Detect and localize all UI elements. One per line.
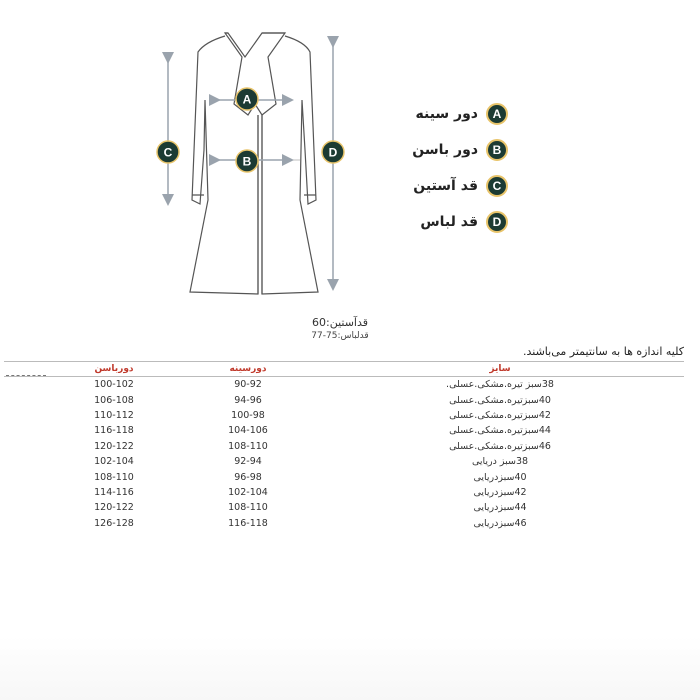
marker-c-label: C xyxy=(163,145,173,160)
marker-b xyxy=(236,150,258,172)
cell-size: 44سبزدریایی xyxy=(473,502,527,514)
cell-hip: 126-128 xyxy=(94,517,134,529)
table-row xyxy=(4,485,684,500)
bottom-fade xyxy=(0,636,700,700)
cell-hip: 110-112 xyxy=(94,409,134,421)
table-header-row xyxy=(4,361,684,377)
cell-chest: 94-96 xyxy=(234,394,262,406)
table-row xyxy=(4,377,684,392)
legend-badge-d: D xyxy=(486,211,508,233)
cell-hip: 108-110 xyxy=(94,471,134,483)
table-row xyxy=(4,392,684,407)
legend-item-c xyxy=(378,168,508,204)
cell-chest: 90-92 xyxy=(234,379,262,391)
cell-chest: 108-110 xyxy=(228,502,268,514)
cell-hip: 102-104 xyxy=(94,456,134,468)
legend-item-d xyxy=(378,204,508,240)
legend-label-a: دور سینه xyxy=(415,106,478,122)
garment-info xyxy=(300,316,380,342)
cell-chest: 104-106 xyxy=(228,425,268,437)
marker-a-label: A xyxy=(242,92,252,107)
cell-chest: 96-98 xyxy=(234,471,262,483)
marker-c xyxy=(157,141,179,163)
marker-a xyxy=(236,88,258,110)
cell-size: 42سبزدریایی xyxy=(473,486,527,498)
marker-d xyxy=(322,141,344,163)
legend-label-b: دور باسن xyxy=(412,142,478,158)
header-size: سایز xyxy=(489,364,511,374)
header-hip: دورباسن xyxy=(94,364,134,374)
legend-badge-a: A xyxy=(486,103,508,125)
cell-hip: 100-102 xyxy=(94,379,134,391)
cell-chest: 92-94 xyxy=(234,456,262,468)
table-row xyxy=(4,408,684,423)
cell-chest: 108-110 xyxy=(228,440,268,452)
cell-size: 38سبز دریایی xyxy=(471,456,529,468)
legend-item-b xyxy=(378,132,508,168)
measurement-legend xyxy=(378,96,508,240)
legend-badge-b: B xyxy=(486,139,508,161)
cell-size: 46سبزدریایی xyxy=(473,517,527,529)
table-row xyxy=(4,516,684,531)
cell-size: 40سبزدریایی xyxy=(473,471,527,483)
table-row xyxy=(4,469,684,484)
coat-size-diagram xyxy=(0,0,700,310)
cell-size: 46سبزتیره.مشکی.عسلی xyxy=(449,440,551,452)
legend-label-c: قد آستین xyxy=(413,178,478,194)
cell-size: 40سبزتیره.مشکی.عسلی xyxy=(449,394,551,406)
table-row xyxy=(4,423,684,438)
size-table xyxy=(4,361,684,531)
table-row xyxy=(4,454,684,469)
cell-hip: 116-118 xyxy=(94,425,134,437)
dress-length-text: قدلباس:75-77 xyxy=(311,331,369,341)
marker-b-label: B xyxy=(242,154,252,169)
cell-size: 38سبز تیره.مشکی.عسلی. xyxy=(446,379,554,391)
units-note: کلیه اندازه ها به سانتیمتر می‌باشند. xyxy=(522,345,684,358)
marker-d-label: D xyxy=(328,145,338,160)
cell-chest: 102-104 xyxy=(228,486,268,498)
cell-size: 42سبزتیره.مشکی.عسلی xyxy=(449,409,551,421)
cell-chest: 100-98 xyxy=(231,409,265,421)
table-row xyxy=(4,439,684,454)
legend-label-d: قد لباس xyxy=(420,214,478,230)
header-chest: دورسینه xyxy=(229,364,267,374)
cell-chest: 116-118 xyxy=(228,517,268,529)
cell-hip: 120-122 xyxy=(94,502,134,514)
legend-item-a xyxy=(378,96,508,132)
legend-badge-c: C xyxy=(486,175,508,197)
table-body xyxy=(4,377,684,531)
table-row xyxy=(4,500,684,515)
cell-hip: 120-122 xyxy=(94,440,134,452)
cell-hip: 114-116 xyxy=(94,486,134,498)
cell-hip: 106-108 xyxy=(94,394,134,406)
sleeve-length-text: قدآستین:60 xyxy=(311,316,369,329)
cell-size: 44سبزتیره.مشکی.عسلی xyxy=(449,425,551,437)
